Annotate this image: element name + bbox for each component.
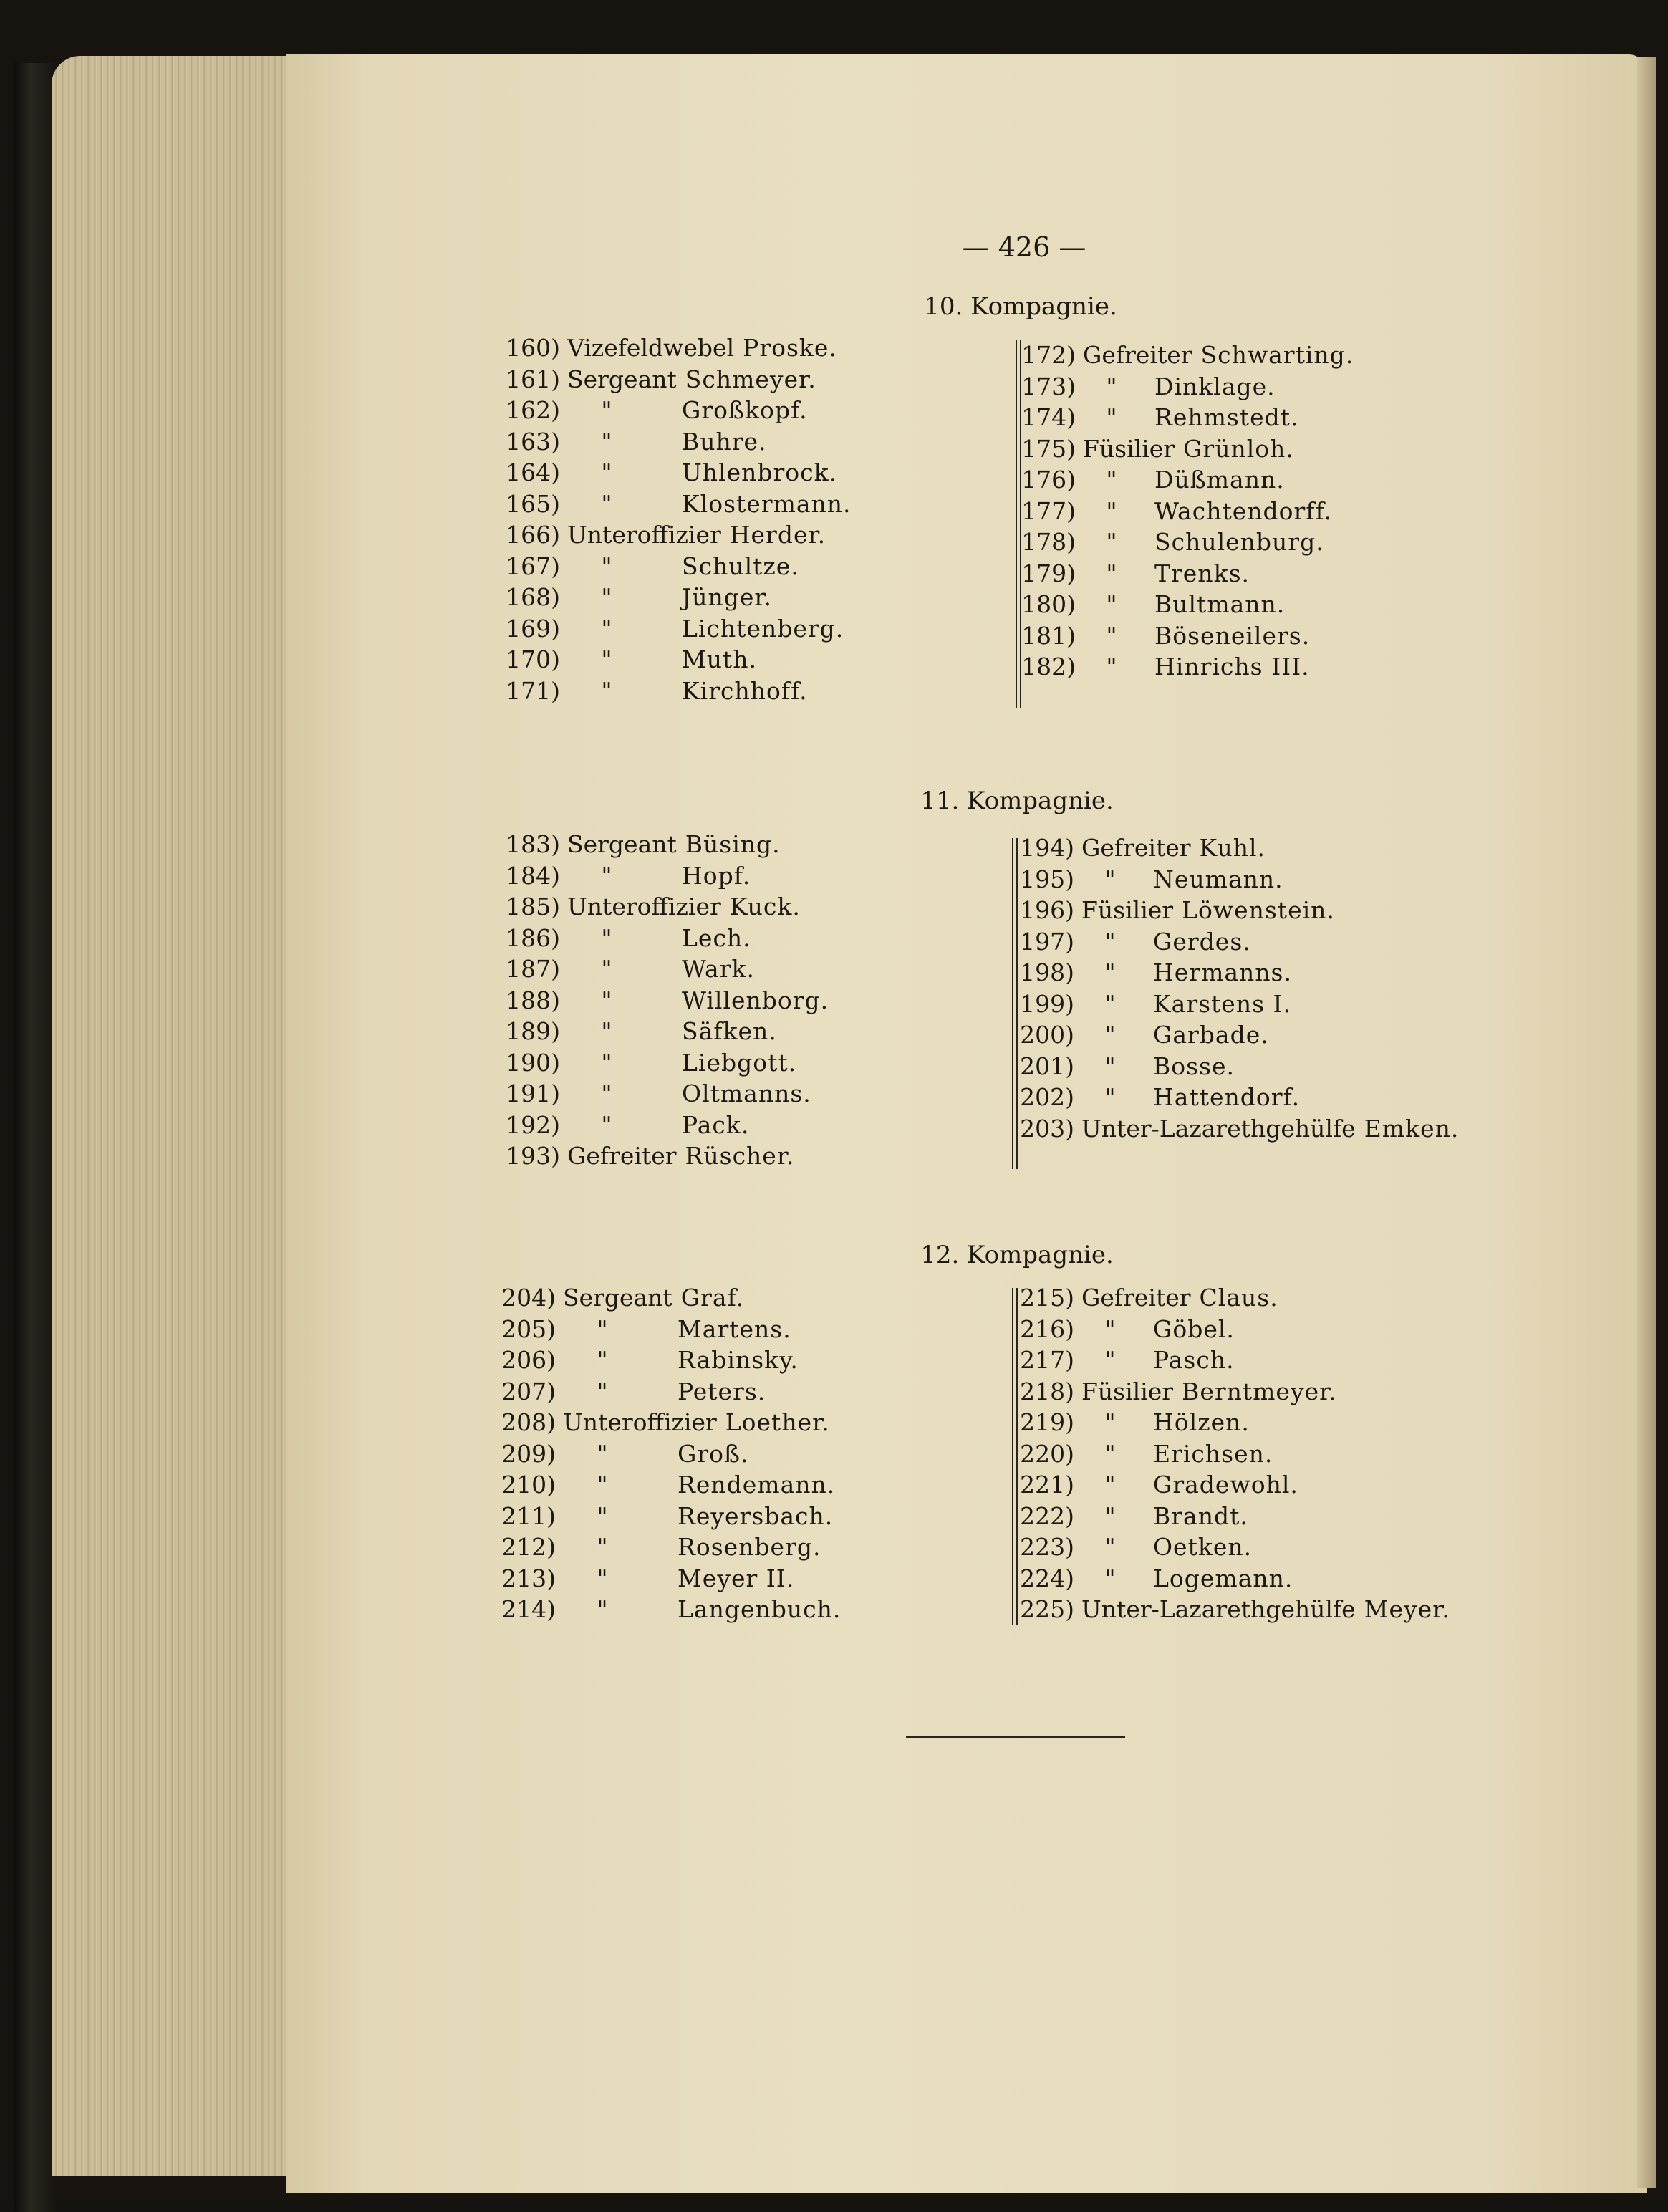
entry-name: Willenborg. <box>682 986 829 1014</box>
roster-entry <box>501 332 852 364</box>
entry-number: 222) <box>1020 1501 1074 1530</box>
roster-entry <box>1017 496 1354 527</box>
book-spine <box>14 63 56 2212</box>
entry-number: 199) <box>1020 989 1074 1018</box>
roster-entry <box>497 1531 841 1563</box>
entry-name: Büsing. <box>685 830 781 858</box>
roster-entry <box>1017 340 1354 371</box>
roster-entry <box>1016 957 1459 989</box>
entry-rank: Unteroffizier <box>567 521 721 549</box>
entry-name: Garbade. <box>1153 1021 1269 1049</box>
entry-number: 178) <box>1021 528 1076 556</box>
entry-number: 218) <box>1020 1377 1074 1405</box>
ditto-mark: " <box>1104 1533 1116 1561</box>
roster-entry <box>501 829 829 860</box>
entry-number: 195) <box>1020 865 1074 893</box>
entry-name: Loether. <box>725 1408 830 1436</box>
ditto-mark: " <box>601 583 612 611</box>
roster-entry <box>1016 1407 1450 1438</box>
roster-entry <box>1017 589 1354 620</box>
ditto-mark: " <box>1106 653 1117 681</box>
roster-entry <box>501 644 852 675</box>
entry-name: Neumann. <box>1153 865 1283 893</box>
entry-name: Großkopf. <box>682 396 808 424</box>
entry-name: Rüscher. <box>685 1142 795 1170</box>
roster-entry <box>501 1047 829 1079</box>
roster-entry <box>501 395 852 426</box>
ditto-mark: " <box>601 923 612 952</box>
ditto-mark: " <box>1104 1052 1116 1080</box>
entry-name: Rabinsky. <box>678 1346 799 1374</box>
ditto-mark: " <box>597 1346 608 1374</box>
entry-number: 209) <box>501 1439 556 1468</box>
entry-number: 173) <box>1021 372 1076 400</box>
section-12-left-column <box>497 1282 841 1625</box>
roster-entry <box>501 985 829 1016</box>
roster-entry <box>1017 651 1354 683</box>
roster-entry <box>501 613 852 645</box>
entry-name: Böseneilers. <box>1154 621 1311 650</box>
roster-entry <box>1017 620 1354 652</box>
roster-entry <box>497 1563 841 1595</box>
entry-name: Erichsen. <box>1153 1439 1273 1468</box>
roster-entry <box>501 675 852 707</box>
entry-name: Karstens I. <box>1153 989 1292 1018</box>
ditto-mark: " <box>601 489 612 518</box>
entry-number: 161) <box>506 365 560 393</box>
roster-entry <box>501 860 829 892</box>
entry-name: Muth. <box>682 645 758 673</box>
entry-number: 163) <box>506 427 560 456</box>
entry-name: Düßmann. <box>1154 466 1285 494</box>
entry-name: Gradewohl. <box>1153 1471 1298 1499</box>
roster-entry <box>501 519 852 551</box>
entry-name: Reyersbach. <box>678 1501 834 1530</box>
entry-number: 219) <box>1020 1408 1074 1436</box>
entry-name: Lichtenberg. <box>682 614 844 643</box>
roster-entry <box>1017 371 1354 403</box>
ditto-mark: " <box>597 1564 608 1592</box>
roster-entry <box>1016 1282 1450 1314</box>
entry-number: 171) <box>506 676 560 705</box>
entry-number: 204) <box>501 1284 556 1312</box>
entry-number: 188) <box>506 986 560 1014</box>
roster-entry <box>1016 1082 1459 1113</box>
ditto-mark: " <box>601 676 612 705</box>
entry-name: Meyer II. <box>678 1564 795 1592</box>
ditto-mark: " <box>1104 865 1116 893</box>
ditto-mark: " <box>1104 927 1116 956</box>
entry-rank: Gefreiter <box>1083 341 1192 369</box>
entry-name: Wachtendorff. <box>1154 496 1333 525</box>
entry-name: Pack. <box>682 1110 750 1139</box>
roster-entry <box>1016 1469 1450 1501</box>
section-heading-12: 12. Kompagnie. <box>920 1241 1114 1269</box>
entry-number: 223) <box>1020 1533 1074 1561</box>
entry-name: Uhlenbrock. <box>682 458 838 486</box>
entry-name: Säfken. <box>682 1017 777 1045</box>
roster-entry <box>1016 1019 1459 1051</box>
entry-number: 203) <box>1020 1114 1074 1143</box>
roster-entry <box>1017 402 1354 433</box>
entry-number: 196) <box>1020 896 1074 924</box>
ditto-mark: " <box>1106 403 1117 431</box>
ditto-mark: " <box>601 552 612 580</box>
ditto-mark: " <box>1104 1408 1116 1436</box>
roster-entry <box>1017 433 1354 465</box>
entry-name: Göbel. <box>1153 1314 1235 1343</box>
ditto-mark: " <box>1106 621 1117 650</box>
entry-name: Groß. <box>678 1439 749 1468</box>
ditto-mark: " <box>597 1501 608 1530</box>
ditto-mark: " <box>601 1017 612 1045</box>
entry-name: Löwenstein. <box>1182 896 1335 924</box>
ditto-mark: " <box>1104 989 1116 1018</box>
entry-name: Martens. <box>678 1314 791 1343</box>
entry-number: 200) <box>1020 1021 1074 1049</box>
entry-number: 215) <box>1020 1284 1074 1312</box>
ditto-mark: " <box>1106 466 1117 494</box>
ditto-mark: " <box>601 1048 612 1077</box>
entry-number: 187) <box>506 955 560 983</box>
entry-number: 164) <box>506 458 560 486</box>
entry-name: Kuck. <box>729 893 801 920</box>
entry-rank: Unter-Lazarethgehülfe <box>1081 1595 1356 1623</box>
ditto-mark: " <box>1106 528 1117 556</box>
roster-entry <box>497 1376 841 1408</box>
roster-entry <box>501 582 852 613</box>
roster-entry <box>1016 1376 1450 1408</box>
section-11-left-column <box>501 829 829 1172</box>
ditto-mark: " <box>1106 372 1117 400</box>
entry-name: Buhre. <box>682 427 767 456</box>
entry-number: 176) <box>1021 466 1076 494</box>
entry-number: 183) <box>506 830 560 858</box>
entry-name: Bosse. <box>1153 1052 1235 1080</box>
entry-name: Dinklage. <box>1154 372 1276 400</box>
ditto-mark: " <box>1106 496 1117 525</box>
roster-entry <box>501 364 852 395</box>
ditto-mark: " <box>601 396 612 424</box>
entry-name: Rehmstedt. <box>1154 403 1299 431</box>
entry-number: 194) <box>1020 834 1074 862</box>
entry-rank: Füsilier <box>1083 434 1175 463</box>
roster-entry <box>1016 1531 1450 1563</box>
entry-rank: Sergeant <box>567 365 677 393</box>
entry-number: 216) <box>1020 1314 1074 1343</box>
entry-name: Oltmanns. <box>682 1079 811 1107</box>
roster-entry <box>497 1594 841 1625</box>
entry-name: Rendemann. <box>678 1471 836 1499</box>
roster-entry <box>1017 464 1354 496</box>
roster-entry <box>501 891 829 923</box>
roster-entry <box>1016 832 1459 864</box>
roster-entry <box>1016 989 1459 1020</box>
entry-number: 172) <box>1021 341 1076 369</box>
entry-number: 205) <box>501 1314 556 1343</box>
entry-name: Graf. <box>680 1284 745 1312</box>
entry-name: Claus. <box>1199 1284 1278 1312</box>
entry-name: Brandt. <box>1153 1501 1248 1530</box>
entry-number: 182) <box>1021 653 1076 681</box>
end-rule <box>906 1736 1125 1738</box>
entry-rank: Unteroffizier <box>563 1408 717 1436</box>
roster-entry <box>1016 1563 1450 1595</box>
entry-number: 201) <box>1020 1052 1074 1080</box>
roster-entry <box>1016 864 1459 895</box>
entry-name: Rosenberg. <box>678 1533 821 1561</box>
roster-entry <box>1016 1051 1459 1082</box>
entry-name: Jünger. <box>682 583 773 611</box>
roster-entry <box>501 1110 829 1141</box>
page-number: — 426 — <box>962 231 1086 263</box>
roster-entry <box>497 1438 841 1470</box>
ditto-mark: " <box>1104 1314 1116 1343</box>
roster-entry <box>497 1469 841 1501</box>
entry-name: Oetken. <box>1153 1533 1253 1561</box>
entry-number: 214) <box>501 1595 556 1623</box>
entry-number: 160) <box>506 334 560 362</box>
entry-name: Hattendorf. <box>1153 1083 1301 1111</box>
entry-rank: Gefreiter <box>567 1142 677 1170</box>
ditto-mark: " <box>601 861 612 890</box>
entry-number: 169) <box>506 614 560 643</box>
entry-name: Hopf. <box>682 861 751 890</box>
ditto-mark: " <box>601 986 612 1014</box>
entry-name: Peters. <box>678 1377 766 1405</box>
roster-entry <box>1016 895 1459 926</box>
roster-entry <box>501 1016 829 1047</box>
entry-rank: Füsilier <box>1081 896 1174 924</box>
entry-name: Wark. <box>682 955 755 983</box>
entry-name: Meyer. <box>1364 1595 1450 1623</box>
ditto-mark: " <box>597 1471 608 1499</box>
ditto-mark: " <box>601 614 612 643</box>
roster-entry <box>497 1501 841 1532</box>
entry-number: 185) <box>506 893 560 920</box>
roster-entry <box>501 551 852 582</box>
entry-name: Lech. <box>682 923 751 952</box>
roster-entry <box>497 1314 841 1345</box>
entry-number: 167) <box>506 552 560 580</box>
entry-name: Emken. <box>1364 1114 1460 1143</box>
entry-number: 184) <box>506 861 560 890</box>
ditto-mark: " <box>1104 958 1116 986</box>
entry-name: Klostermann. <box>682 489 852 518</box>
entry-number: 174) <box>1021 403 1076 431</box>
section-10-right-column <box>1017 340 1354 683</box>
entry-number: 180) <box>1021 590 1076 618</box>
entry-name: Hinrichs III. <box>1154 653 1310 681</box>
entry-name: Logemann. <box>1153 1564 1293 1592</box>
entry-number: 206) <box>501 1346 556 1374</box>
entry-number: 197) <box>1020 927 1074 956</box>
ditto-mark: " <box>1104 1083 1116 1111</box>
entry-name: Schultze. <box>682 552 799 580</box>
entry-name: Schwarting. <box>1200 341 1354 369</box>
roster-entry <box>497 1407 841 1438</box>
ditto-mark: " <box>1106 590 1117 618</box>
entry-name: Grünloh. <box>1183 434 1294 463</box>
entry-name: Trenks. <box>1154 559 1250 587</box>
entry-number: 210) <box>501 1471 556 1499</box>
section-10-left-column <box>501 332 852 706</box>
entry-rank: Vizefeldwebel <box>567 334 735 362</box>
entry-number: 190) <box>506 1048 560 1077</box>
entry-number: 202) <box>1020 1083 1074 1111</box>
section-11-right-column <box>1016 832 1459 1144</box>
ditto-mark: " <box>1104 1564 1116 1592</box>
entry-number: 170) <box>506 645 560 673</box>
entry-rank: Sergeant <box>567 830 677 858</box>
ditto-mark: " <box>597 1439 608 1468</box>
roster-entry <box>501 1140 829 1172</box>
ditto-mark: " <box>597 1314 608 1343</box>
ditto-mark: " <box>601 427 612 456</box>
entry-name: Schulenburg. <box>1154 528 1324 556</box>
entry-number: 225) <box>1020 1595 1074 1623</box>
entry-number: 212) <box>501 1533 556 1561</box>
entry-number: 181) <box>1021 621 1076 650</box>
page-right-edge <box>1637 57 1656 2188</box>
ditto-mark: " <box>1104 1501 1116 1530</box>
entry-name: Gerdes. <box>1153 927 1251 956</box>
roster-entry <box>1016 1438 1450 1470</box>
ditto-mark: " <box>1104 1439 1116 1468</box>
ditto-mark: " <box>601 1110 612 1139</box>
entry-number: 162) <box>506 396 560 424</box>
ditto-mark: " <box>601 955 612 983</box>
ditto-mark: " <box>597 1377 608 1405</box>
roster-entry <box>1016 1345 1450 1376</box>
section-heading-11: 11. Kompagnie. <box>920 787 1114 815</box>
entry-name: Proske. <box>743 334 837 362</box>
roster-entry <box>1017 558 1354 590</box>
roster-entry <box>1016 1314 1450 1345</box>
entry-rank: Füsilier <box>1081 1377 1174 1405</box>
roster-entry <box>1016 1113 1459 1145</box>
section-heading-10: 10. Kompagnie. <box>924 292 1117 321</box>
entry-number: 220) <box>1020 1439 1074 1468</box>
entry-number: 193) <box>506 1142 560 1170</box>
entry-number: 213) <box>501 1564 556 1592</box>
entry-number: 165) <box>506 489 560 518</box>
entry-name: Kirchhoff. <box>682 676 808 705</box>
entry-number: 224) <box>1020 1564 1074 1592</box>
entry-number: 175) <box>1021 434 1076 463</box>
roster-entry <box>497 1345 841 1376</box>
entry-number: 168) <box>506 583 560 611</box>
entry-number: 217) <box>1020 1346 1074 1374</box>
entry-number: 186) <box>506 923 560 952</box>
entry-name: Berntmeyer. <box>1182 1377 1337 1405</box>
ditto-mark: " <box>1104 1471 1116 1499</box>
ditto-mark: " <box>597 1533 608 1561</box>
entry-number: 179) <box>1021 559 1076 587</box>
entry-number: 207) <box>501 1377 556 1405</box>
entry-rank: Unter-Lazarethgehülfe <box>1081 1114 1356 1143</box>
entry-rank: Gefreiter <box>1081 1284 1191 1312</box>
roster-entry <box>501 489 852 520</box>
entry-name: Kuhl. <box>1199 834 1266 862</box>
roster-entry <box>1016 1501 1450 1532</box>
ditto-mark: " <box>1106 559 1117 587</box>
roster-entry <box>501 457 852 489</box>
entry-number: 192) <box>506 1110 560 1139</box>
entry-number: 189) <box>506 1017 560 1045</box>
entry-name: Bultmann. <box>1154 590 1286 618</box>
entry-name: Hermanns. <box>1153 958 1292 986</box>
entry-name: Pasch. <box>1153 1346 1235 1374</box>
entry-number: 191) <box>506 1079 560 1107</box>
entry-name: Schmeyer. <box>685 365 816 393</box>
entry-name: Langenbuch. <box>678 1595 842 1623</box>
entry-name: Liebgott. <box>682 1048 797 1077</box>
ditto-mark: " <box>1104 1021 1116 1049</box>
page-edges <box>52 56 295 2176</box>
entry-name: Herder. <box>729 521 826 549</box>
ditto-mark: " <box>1104 1346 1116 1374</box>
entry-number: 221) <box>1020 1471 1074 1499</box>
roster-entry <box>501 923 829 954</box>
section-12-right-column <box>1016 1282 1450 1625</box>
entry-name: Hölzen. <box>1153 1408 1250 1436</box>
roster-entry <box>497 1282 841 1314</box>
entry-number: 198) <box>1020 958 1074 986</box>
roster-entry <box>1017 526 1354 558</box>
ditto-mark: " <box>601 458 612 486</box>
ditto-mark: " <box>601 1079 612 1107</box>
ditto-mark: " <box>601 645 612 673</box>
entry-rank: Gefreiter <box>1081 834 1191 862</box>
entry-number: 166) <box>506 521 560 549</box>
ditto-mark: " <box>597 1595 608 1623</box>
entry-number: 211) <box>501 1501 556 1530</box>
roster-entry <box>1016 1594 1450 1625</box>
entry-number: 177) <box>1021 496 1076 525</box>
roster-entry <box>1016 926 1459 958</box>
roster-entry <box>501 1078 829 1110</box>
roster-entry <box>501 953 829 985</box>
entry-rank: Unteroffizier <box>567 893 721 920</box>
entry-number: 208) <box>501 1408 556 1436</box>
entry-rank: Sergeant <box>563 1284 672 1312</box>
roster-entry <box>501 426 852 458</box>
